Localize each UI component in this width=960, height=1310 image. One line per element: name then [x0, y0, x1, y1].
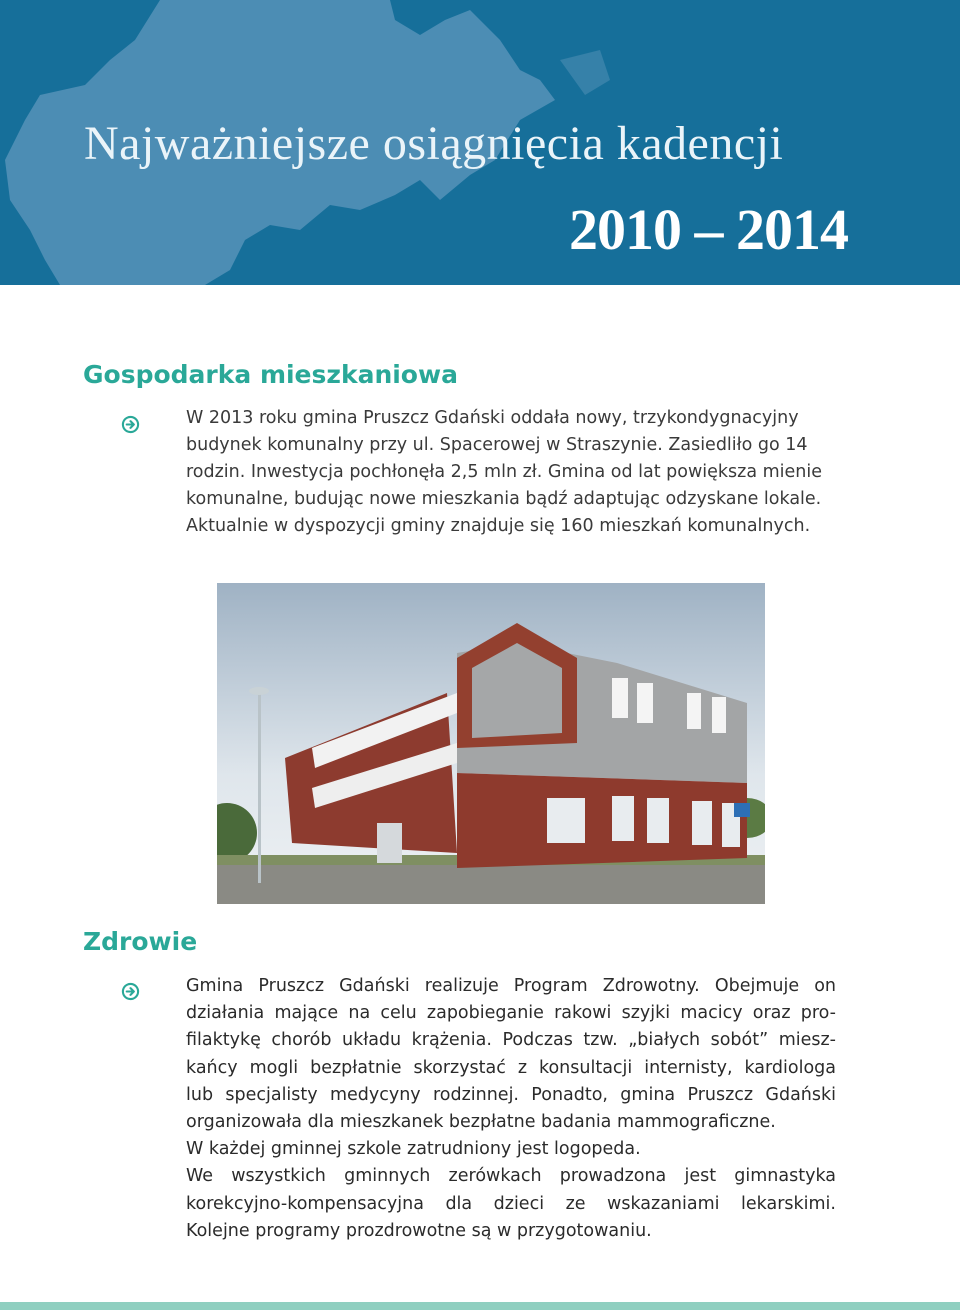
text-line: W 2013 roku gmina Pruszcz Gdański oddała nowy, trzykondygnacyjny	[186, 408, 799, 428]
building-photo	[217, 583, 765, 904]
text-line: Aktualnie w dyspozycji gminy znajduje się 160 mieszkań komunalnych.	[186, 516, 811, 536]
text-line: kańcy mogli bezpłatnie skorzystać z konsultacji internisty, kardiologa	[186, 1057, 836, 1078]
text-line: W każdej gminnej szkole zatrudniony jest logopeda.	[186, 1139, 641, 1160]
section-heading-health: Zdrowie	[83, 927, 198, 956]
footer-bar	[0, 1302, 960, 1310]
page-title: Najważniejsze osiągnięcia kadencji	[84, 117, 784, 170]
text-line: We wszystkich gminnych zerówkach prowadzona jest gimnastyka	[186, 1166, 836, 1187]
term-years: 2010 – 2014	[569, 197, 848, 262]
text-line: korekcyjno-kompensacyjna dla dzieci ze wskazaniami lekarskimi.	[186, 1193, 836, 1214]
text-line: działania mające na celu zapobieganie rakowi szyjki macicy oraz pro-	[186, 1003, 836, 1024]
circle-arrow-right-icon	[121, 982, 140, 1001]
housing-paragraph	[186, 405, 836, 540]
text-line: organizowała dla mieszkanek bezpłatne badania mammograficzne.	[186, 1112, 776, 1133]
health-paragraph	[186, 973, 836, 1245]
text-line: budynek komunalny przy ul. Spacerowej w Straszynie. Zasiedliło go 14	[186, 435, 808, 455]
circle-arrow-right-icon	[121, 415, 140, 434]
text-line: lub specjalisty medycyny rodzinnej. Ponadto, gmina Pruszcz Gdański	[186, 1084, 836, 1105]
section-heading-housing: Gospodarka mieszkaniowa	[83, 360, 458, 389]
text-line: filaktykę chorób układu krążenia. Podczas tzw. „białych sobót” miesz-	[186, 1030, 836, 1051]
text-line: Kolejne programy prozdrowotne są w przygotowaniu.	[186, 1220, 652, 1241]
header-banner	[0, 0, 960, 285]
text-line: komunalne, budując nowe mieszkania bądź adaptując odzyskane lokale.	[186, 489, 822, 509]
text-line: rodzin. Inwestycja pochłonęła 2,5 mln zł. Gmina od lat powiększa mienie	[186, 462, 823, 482]
text-line: Gmina Pruszcz Gdański realizuje Program Zdrowotny. Obejmuje on	[186, 976, 836, 996]
